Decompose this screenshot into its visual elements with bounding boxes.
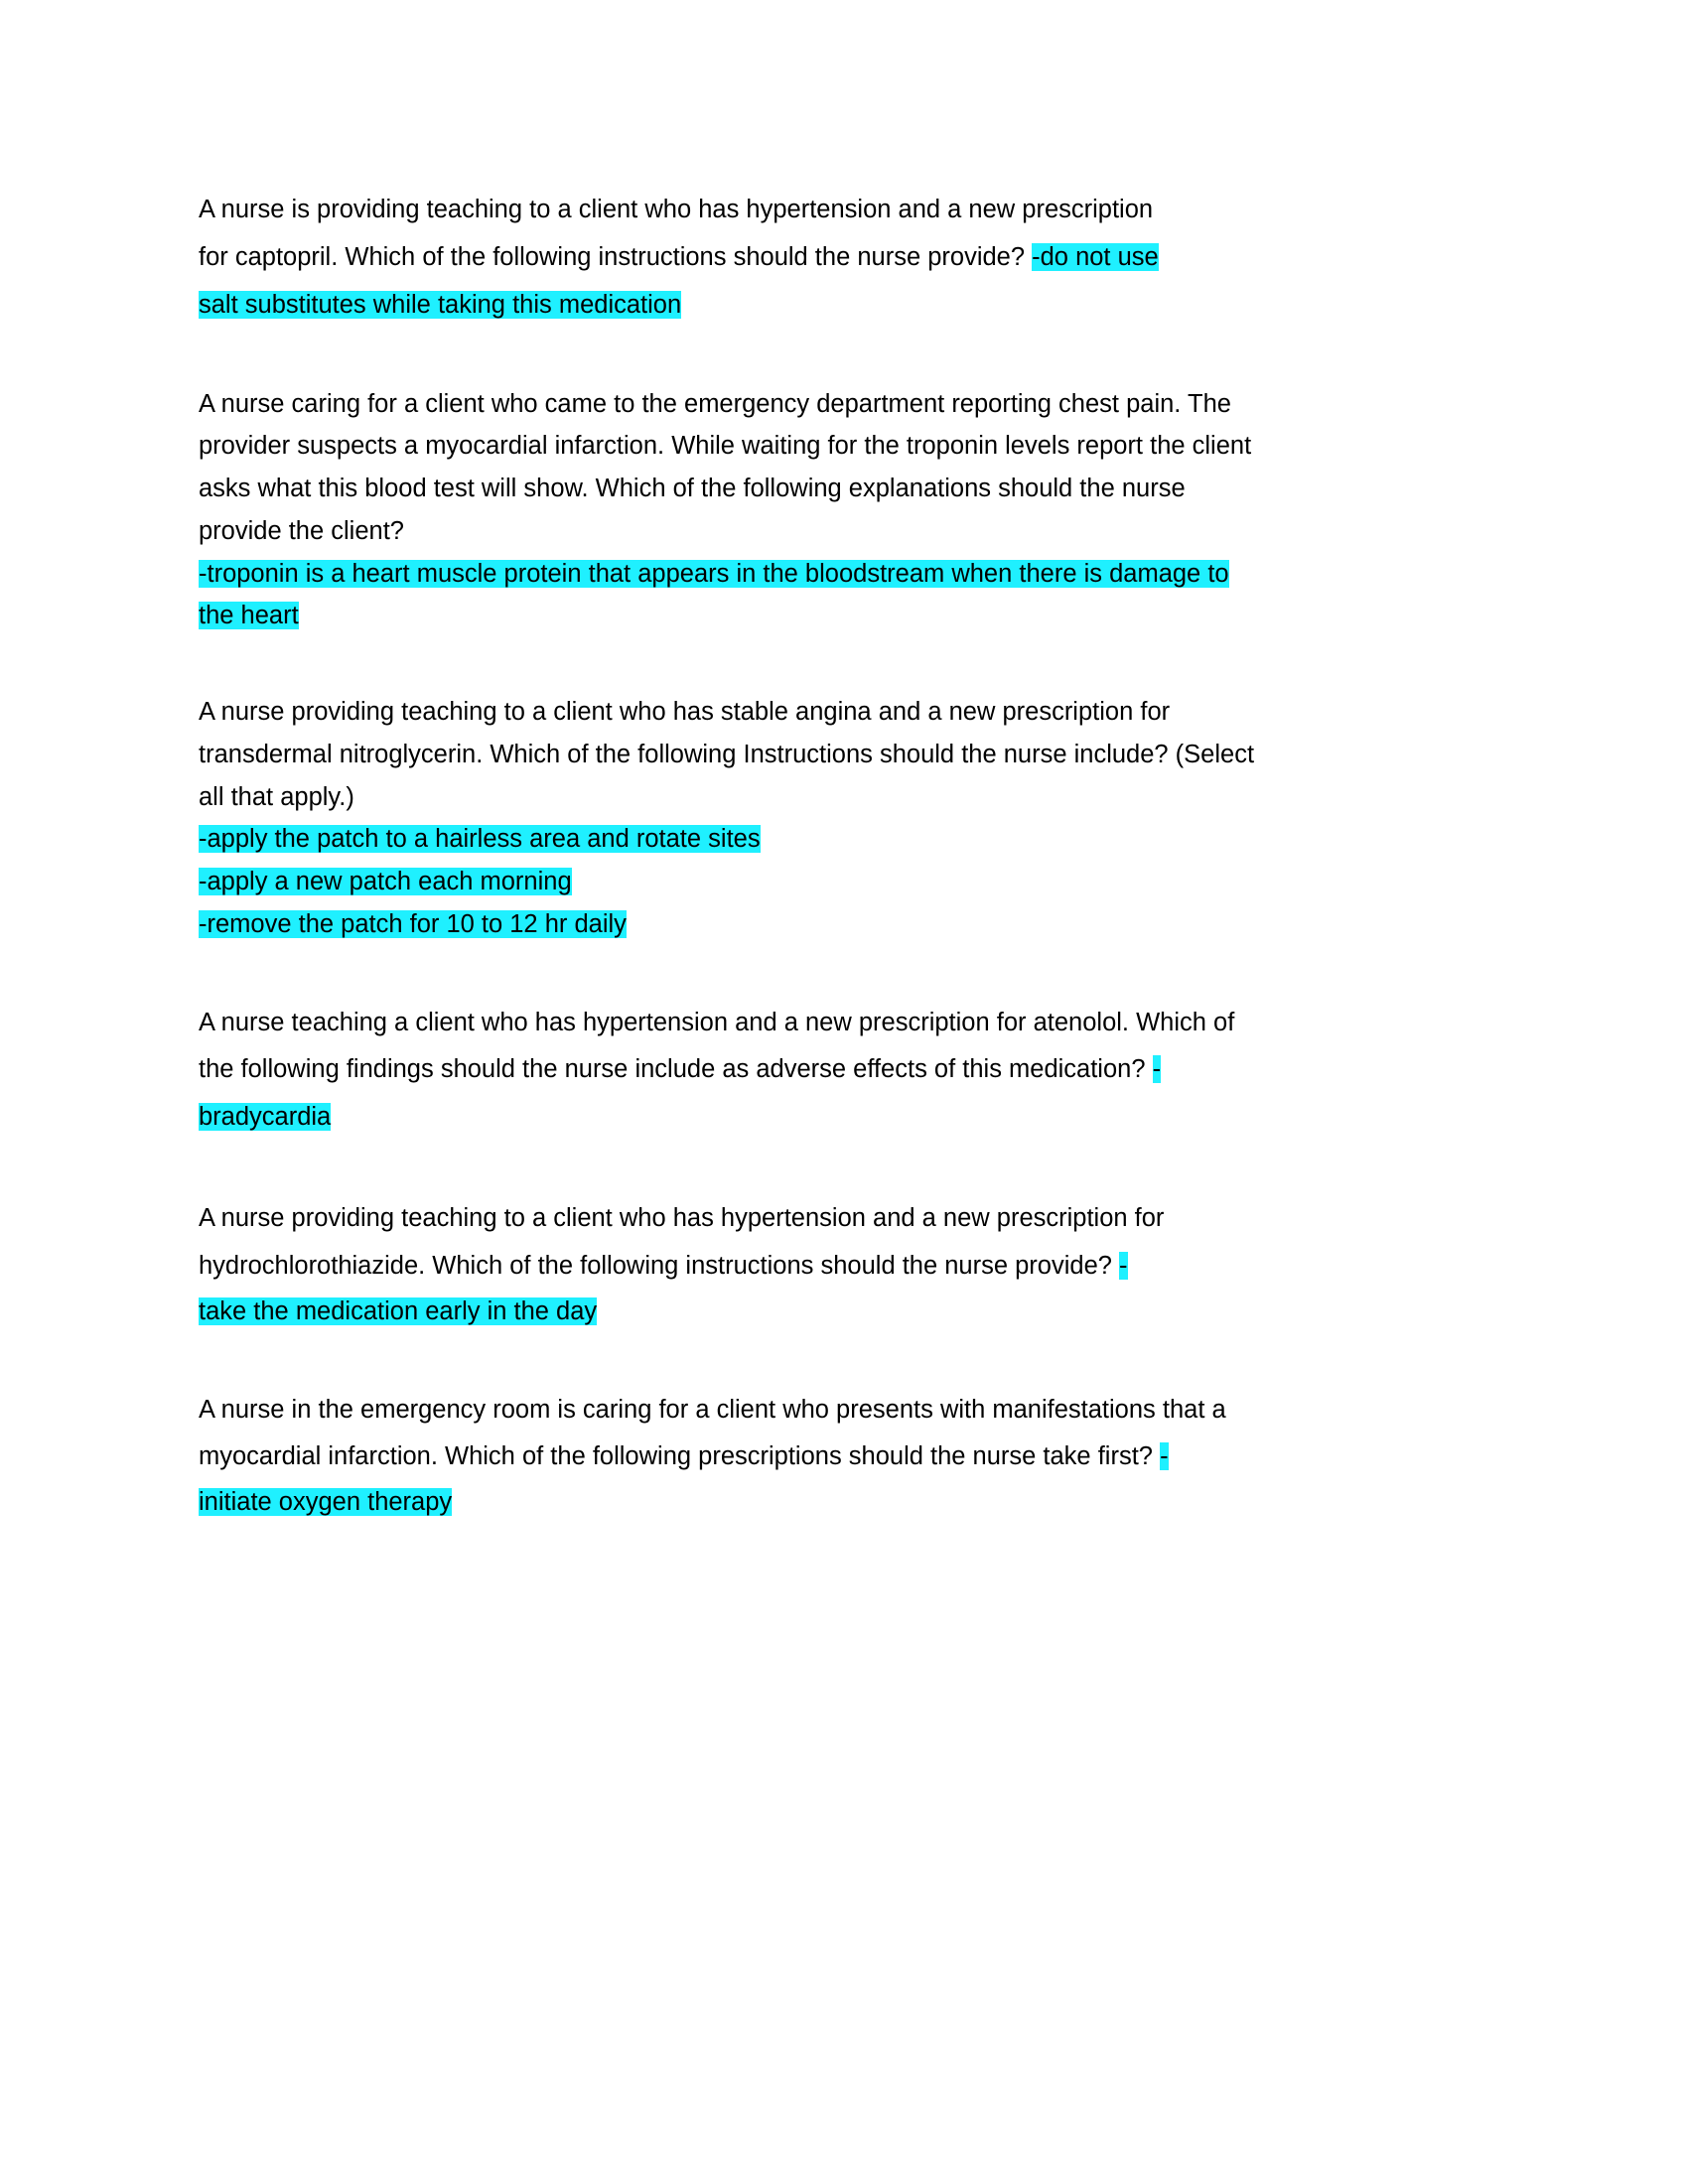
- question-3-answer-1: -apply the patch to a hairless area and rotate sites: [199, 825, 761, 854]
- question-2-answer-line-1: -troponin is a heart muscle protein that appears in the bloodstream when there is damage to: [199, 559, 1229, 588]
- question-1-stem-part-2: for captopril. Which of the following instructions should the nurse provide?: [199, 242, 1026, 271]
- question-5-line-3: [199, 1293, 1479, 1331]
- question-5-line-1: [199, 1197, 1479, 1241]
- question-1-line-1: [199, 189, 1479, 232]
- question-1-answer-line-2: salt substitutes while taking this medication: [199, 290, 682, 319]
- question-6-line-3: [199, 1483, 1479, 1522]
- question-5-stem-part-1: A nurse providing teaching to a client who has hypertension and a new prescription for: [199, 1204, 1165, 1233]
- question-4-stem-part-1: A nurse teaching a client who has hypertension and a new prescription for atenolol. Which of: [199, 1008, 1235, 1036]
- question-block-5: [199, 1197, 1479, 1330]
- question-1-line-2: [199, 236, 1479, 280]
- document-body: [199, 189, 1479, 1522]
- question-2-line-2: provider suspects a myocardial infarction. While waiting for the troponin levels report the client: [199, 432, 1252, 461]
- question-6-stem-part-1: A nurse in the emergency room is caring for a client who presents with manifestations that a: [199, 1395, 1226, 1424]
- question-block-2: [199, 385, 1479, 636]
- question-6-answer-line-2: initiate oxygen therapy: [199, 1488, 453, 1517]
- question-6-stem-part-2: myocardial infarction. Which of the following prescriptions should the nurse take first?: [199, 1442, 1153, 1471]
- question-3-line-3: all that apply.): [199, 782, 354, 811]
- question-block-4: [199, 1002, 1479, 1141]
- question-3-line-2: transdermal nitroglycerin. Which of the following Instructions should the nurse include? (Select: [199, 740, 1255, 768]
- question-1-stem-part-1: A nurse is providing teaching to a client who has hypertension and a new prescription: [199, 196, 1154, 223]
- question-4-line-2: [199, 1048, 1479, 1092]
- question-3-line-1: A nurse providing teaching to a client who has stable angina and a new prescription for: [199, 698, 1171, 727]
- question-4-answer-inline: -: [1152, 1055, 1162, 1084]
- question-6-line-1: [199, 1389, 1479, 1433]
- question-6-answer-inline: -: [1160, 1442, 1169, 1471]
- question-1-line-3: [199, 284, 1479, 328]
- question-block-3: [199, 693, 1479, 944]
- question-5-line-2: [199, 1245, 1479, 1289]
- question-6-line-2: [199, 1435, 1479, 1479]
- question-2-answer-line-2: the heart: [199, 602, 299, 630]
- question-5-answer-line-2: take the medication early in the day: [199, 1297, 598, 1325]
- question-4-line-1: [199, 1002, 1479, 1045]
- question-1-answer-inline: -do not use: [1032, 242, 1159, 271]
- question-5-answer-inline: -: [1119, 1252, 1128, 1281]
- question-2-line-4: provide the client?: [199, 516, 404, 545]
- question-4-stem-part-2: the following findings should the nurse include as adverse effects of this medication?: [199, 1055, 1146, 1084]
- question-4-line-3: [199, 1096, 1479, 1140]
- question-2-line-1: A nurse caring for a client who came to the emergency department reporting chest pain. The: [199, 389, 1231, 418]
- question-block-1: [199, 189, 1479, 328]
- question-block-6: [199, 1389, 1479, 1522]
- question-3-answer-2: -apply a new patch each morning: [199, 868, 572, 896]
- question-5-stem-part-2: hydrochlorothiazide. Which of the following instructions should the nurse provide?: [199, 1252, 1112, 1281]
- question-3-answer-3: -remove the patch for 10 to 12 hr daily: [199, 909, 627, 938]
- question-2-line-3: asks what this blood test will show. Which of the following explanations should the nurse: [199, 475, 1186, 503]
- question-4-answer-line-2: bradycardia: [199, 1103, 332, 1132]
